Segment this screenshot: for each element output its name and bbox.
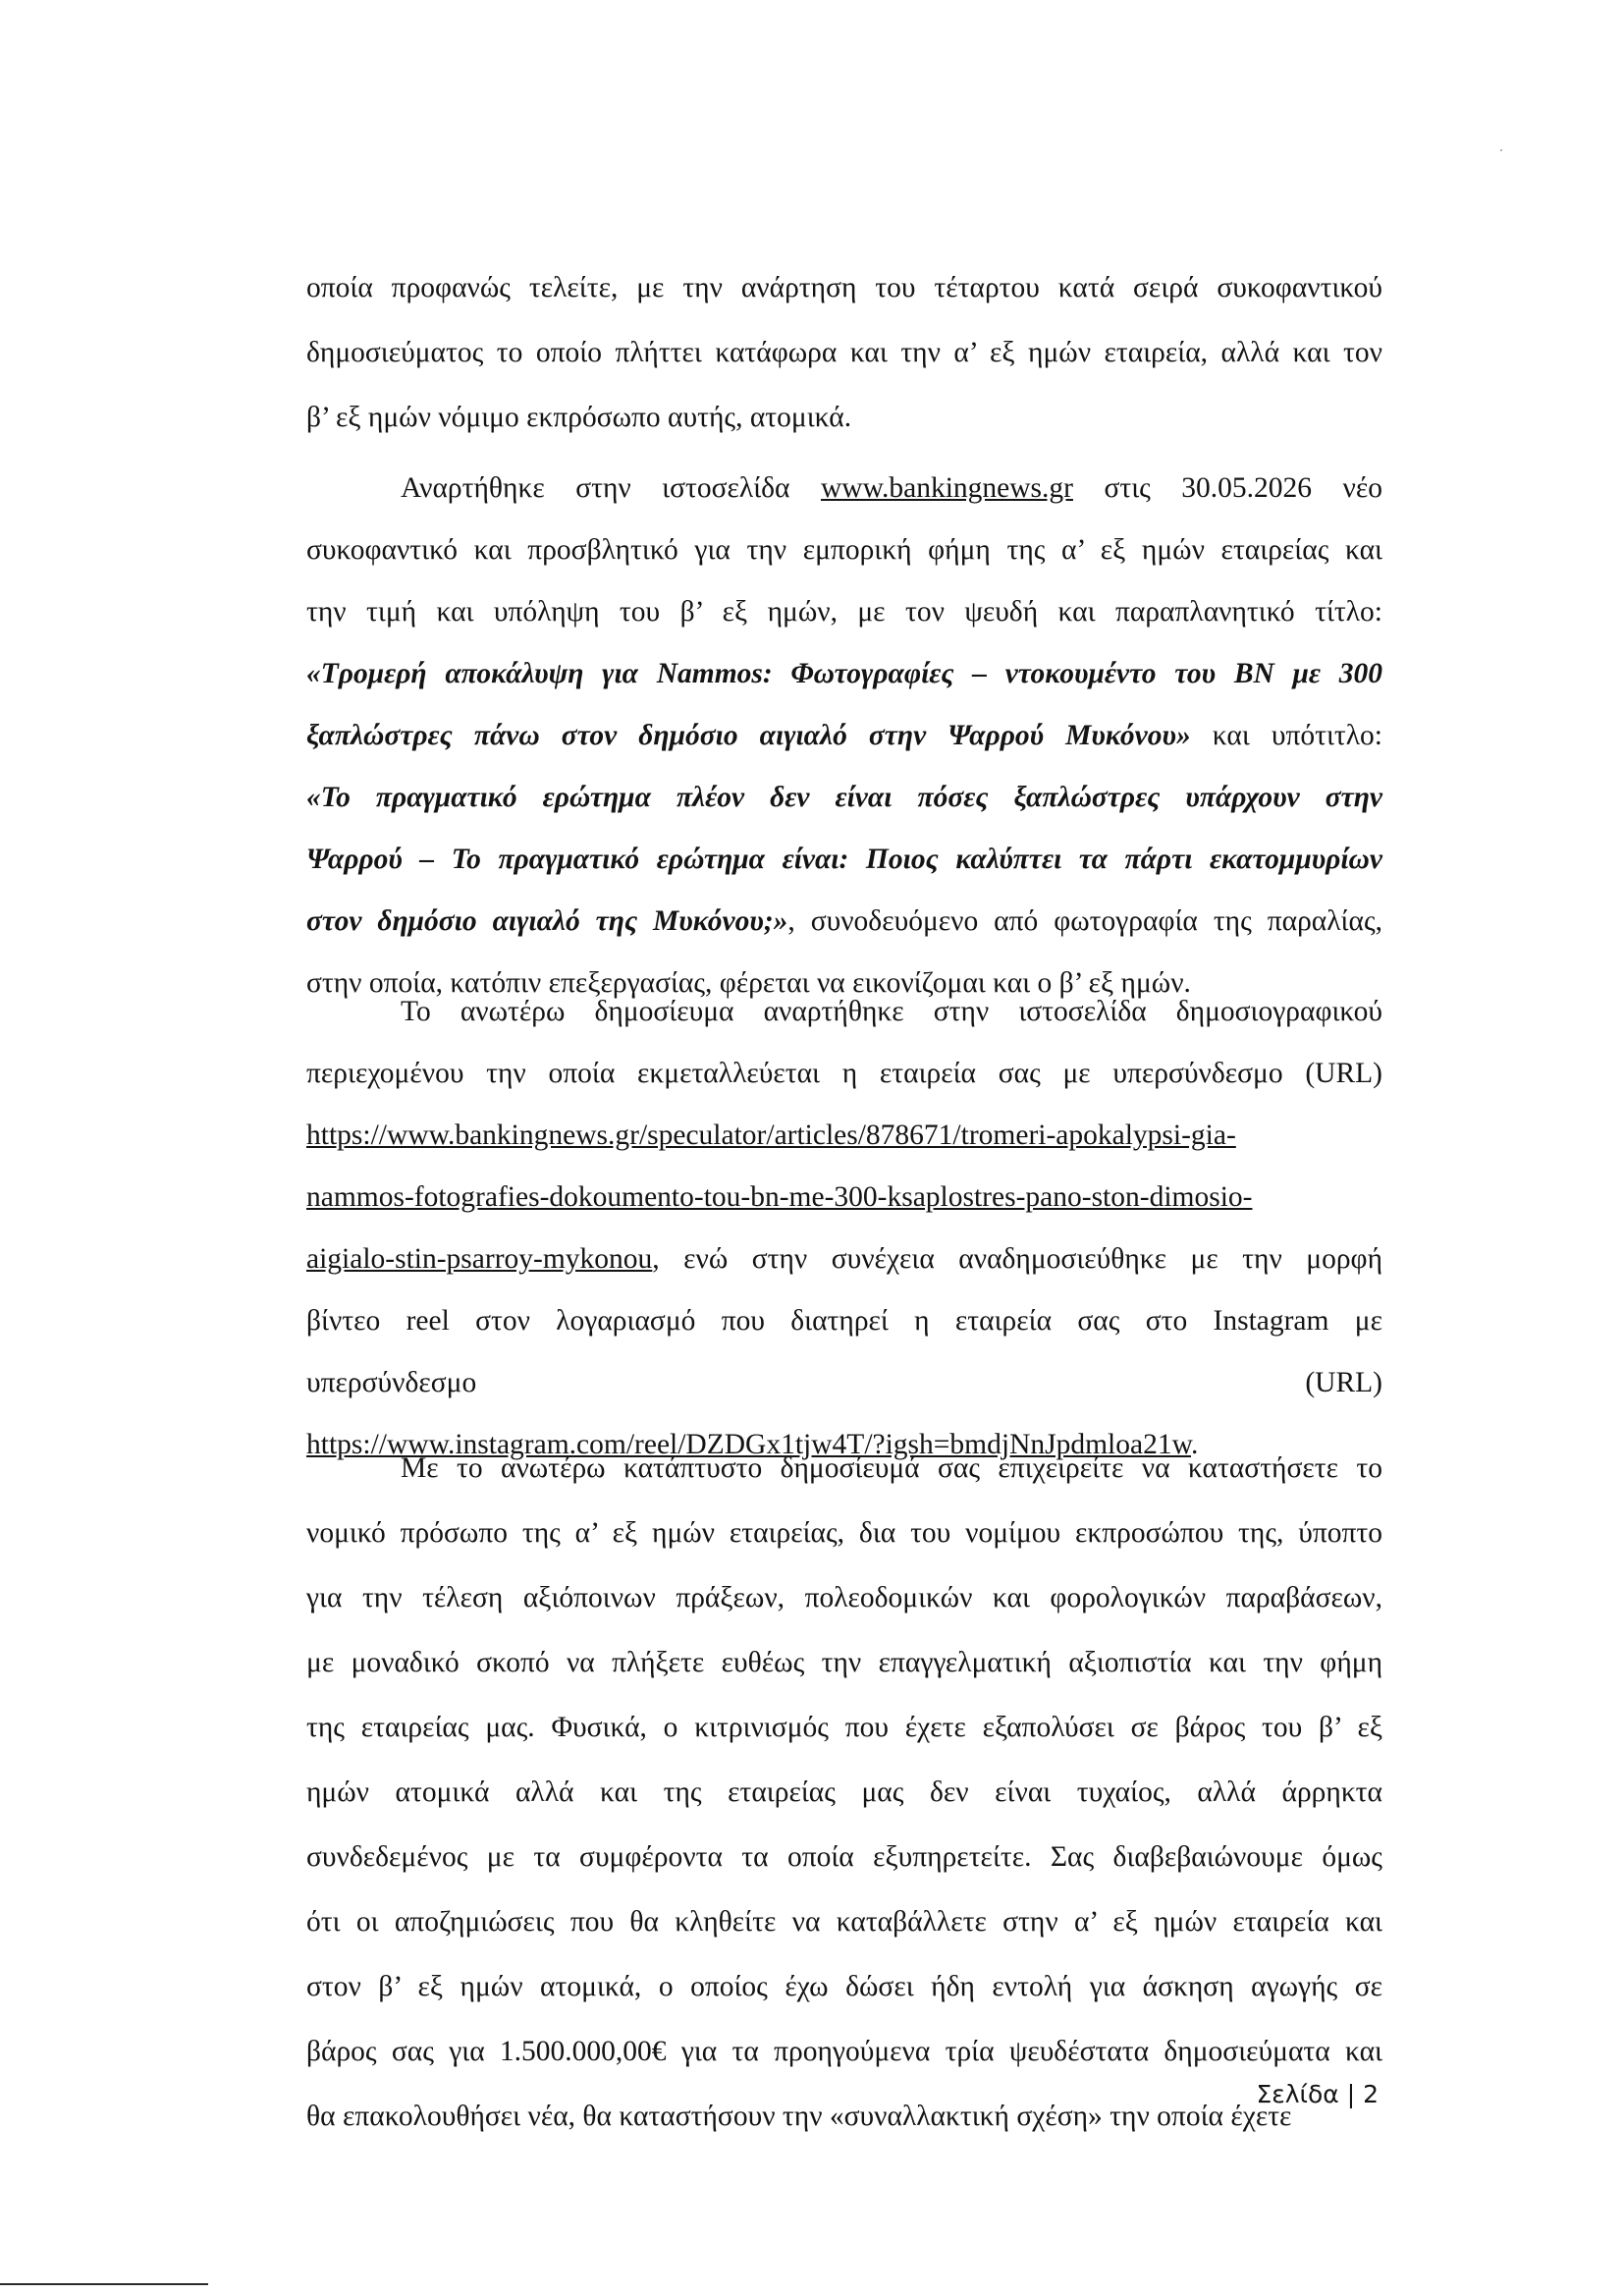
hyperlink[interactable]: nammos-fotografies-dokoumento-tou-bn-me-300-ksaplostres-pano-ston-dimosio- [306,1181,1253,1213]
text-line [306,1109,1382,1162]
hyperlink[interactable]: https://www.bankingnews.gr/speculator/articles/878671/tromeri-apokalypsi-gia- [306,1120,1236,1151]
text-line [306,1701,1382,1754]
text-run: στις 30.05.2026 νέο [1072,472,1382,504]
text-run: ότι οι αποζημιώσεις που θα κληθείτε να καταβάλλετε στην α’ εξ ημών εταιρεία και [306,1906,1382,1938]
text-run: θα επακολουθήσει νέα, θα καταστήσουν την «συναλλακτική σχέση» την οποία έχετε [306,2101,1292,2132]
text-line [306,2025,1382,2078]
text-run: νομικό πρόσωπο της α’ εξ ημών εταιρείας, δια του νομίμου εκπροσώπου της, ύποπτο [306,1517,1382,1549]
text-line [306,709,1382,762]
text-line [306,895,1382,948]
text-run: στον β’ εξ ημών ατομικά, ο οποίος έχω δώσει ήδη εντολή για άσκηση αγωγής σε [306,1971,1382,2002]
scan-edge-line [0,2283,208,2285]
text-run: , ενώ στην συνέχεια αναδημοσιεύθηκε με την μορφή [652,1243,1382,1275]
text-run: συκοφαντικό και προσβλητικό για την εμπορική φήμη της α’ εξ ημών εταιρείας και [306,534,1382,566]
text-run: οποία προφανώς τελείτε, με την ανάρτηση του τέταρτου κατά σειρά συκοφαντικού [306,272,1382,303]
text-run: για την τέλεση αξιόποινων πράξεων, πολεοδομικών και φορολογικών παραβάσεων, [306,1582,1382,1613]
text-run: βίντεο reel στον λογαριασμό που διατηρεί η εταιρεία σας στο Instagram με [306,1305,1382,1337]
text-run: β’ εξ ημών νόμιμο εκπρόσωπο αυτής, ατομικά. [306,402,852,433]
text-line [306,1960,1382,2013]
text-run: συνδεδεμένος με τα συμφέροντα τα οποία εξυπηρετείτε. Σας διαβεβαιώνουμε όμως [306,1841,1382,1873]
text-line [306,1636,1382,1689]
quoted-title: ξαπλώστρες πάνω στον δημόσιο αιγιαλό στην Ψαρρού Μυκόνου» [306,720,1191,751]
text-run: , συνοδευόμενο από φωτογραφία της παραλίας, [787,905,1382,937]
text-line [306,462,1382,515]
text-run: την τιμή και υπόληψη του β’ εξ ημών, με τον ψευδή και παραπλανητικό τίτλο: [306,596,1382,628]
text-run: υπερσύνδεσμο (URL) [306,1367,1382,1398]
text-line [306,1047,1382,1100]
quoted-title: Ψαρρού – Το πραγματικό ερώτημα είναι: Ποιος καλύπτει τα πάρτι εκατομμυρίων [306,844,1382,875]
text-line [306,1294,1382,1347]
text-line [306,1895,1382,1948]
hyperlink[interactable]: www.bankingnews.gr [820,472,1073,504]
text-run: στην οποία, κατόπιν επεξεργασίας, φέρεται να εικονίζομαι και ο β’ εξ ημών. [306,967,1191,999]
text-run: της εταιρείας μας. Φυσικά, ο κιτρινισμός που έχετε εξαπολύσει σε βάρος του β’ εξ [306,1712,1382,1743]
quoted-title: «Τρομερή αποκάλυψη για Nammos: Φωτογραφίες – ντοκουμέντο του BN με 300 [306,658,1382,689]
hyperlink[interactable]: https://www.instagram.com/reel/DZDGx1tjw4T/?igsh=bmdjNnJpdmloa21w [306,1429,1191,1460]
page-number: Σελίδα | 2 [1256,2080,1379,2108]
text-line [306,833,1382,886]
text-run: βάρος σας για 1.500.000,00€ για τα προηγούμενα τρία ψευδέστατα δημοσιεύματα και [306,2036,1382,2067]
text-line [306,1356,1382,1409]
text-line [306,585,1382,638]
quoted-title: στον δημόσιο αιγιαλό της Μυκόνου;» [306,905,788,937]
text-line [306,1571,1382,1624]
text-line [306,1506,1382,1559]
text-line [306,1766,1382,1819]
text-run: Το ανωτέρω δημοσίευμα αναρτήθηκε στην ιστοσελίδα δημοσιογραφικού [401,996,1382,1027]
text-line [306,985,1382,1038]
text-line [306,391,1382,444]
text-line [306,1831,1382,1884]
text-run: Με το ανωτέρω κατάπτυστο δημοσίευμά σας επιχειρείτε να καταστήσετε το [401,1452,1382,1484]
text-run: ημών ατομικά αλλά και της εταιρείας μας δεν είναι τυχαίος, αλλά άρρηκτα [306,1776,1382,1808]
text-line [306,1232,1382,1285]
text-line [306,523,1382,576]
text-run: . [1190,1429,1199,1460]
scan-speck [1500,149,1502,151]
text-run: περιεχομένου την οποία εκμεταλλεύεται η εταιρεία σας με υπερσύνδεσμο (URL) [306,1058,1382,1089]
text-line [306,326,1382,379]
text-line [306,647,1382,700]
quoted-title: «Το πραγματικό ερώτημα πλέον δεν είναι πόσες ξαπλώστρες υπάρχουν στην [306,782,1382,813]
text-line [306,261,1382,314]
text-run: και υπότιτλο: [1190,720,1382,751]
text-run: δημοσιεύματος το οποίο πλήττει κατάφωρα και την α’ εξ ημών εταιρεία, αλλά και τον [306,337,1382,368]
text-line [306,1442,1382,1495]
hyperlink[interactable]: aigialo-stin-psarroy-mykonou [306,1243,653,1275]
text-line [306,1171,1382,1224]
text-run: Αναρτήθηκε στην ιστοσελίδα [401,472,821,504]
text-line [306,771,1382,824]
text-run: με μοναδικό σκοπό να πλήξετε ευθέως την επαγγελματική αξιοπιστία και την φήμη [306,1647,1382,1678]
